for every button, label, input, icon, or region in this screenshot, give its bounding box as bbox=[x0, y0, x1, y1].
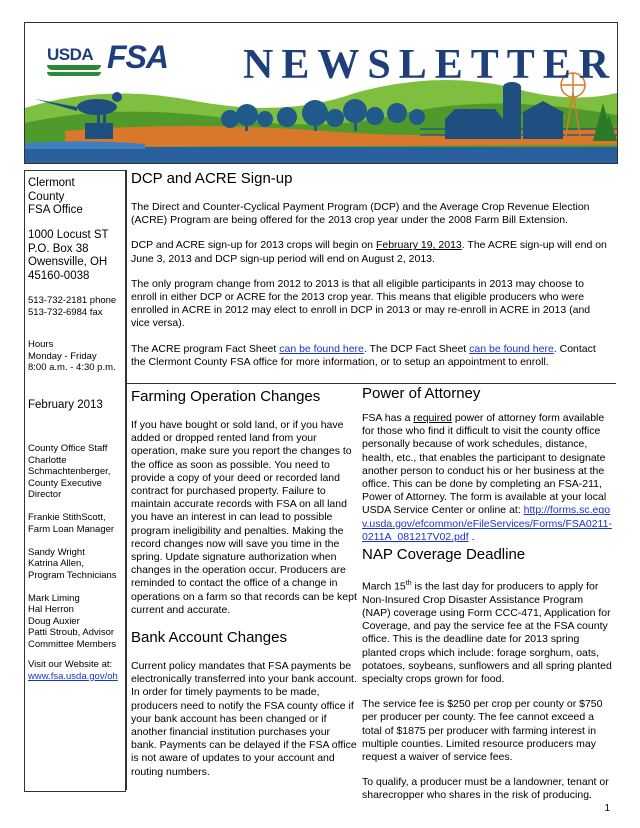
bank-account-paragraph: Current policy mandates that FSA payments be electronically transferred into your bank account. In order for timely payments to be made, producers need to notify the FSA county office if your bank account has been changed or if another financial institution purchases your bank. Payments can be delayed if the FSA office is not aware of updates to your account and routing numbers. bbox=[131, 660, 357, 778]
website-link[interactable]: www.fsa.usda.gov/oh bbox=[28, 670, 118, 682]
office-info-sidebar bbox=[24, 170, 126, 792]
office-address: 1000 Locust ST P.O. Box 38 Owensville, OH 45160-0038 bbox=[28, 229, 109, 282]
dcp-fact-sheet-link[interactable]: can be found here bbox=[469, 342, 554, 355]
dcp-acre-heading: DCP and ACRE Sign-up bbox=[131, 170, 293, 187]
newsletter-banner bbox=[24, 22, 618, 164]
dcp-acre-article bbox=[131, 170, 611, 369]
dcp-acre-paragraph-4: The ACRE program Fact Sheet can be found here. The DCP Fact Sheet can be found here. Contact the Clermont County FSA office for more information, or to setup an appointment to enroll. bbox=[131, 342, 596, 368]
page-number: 1 bbox=[604, 803, 610, 814]
office-contact: 513-732-2181 phone 513-732-6984 fax bbox=[28, 295, 117, 318]
farming-operation-paragraph: If you have bought or sold land, or if you have added or dropped rented land from your operation, make sure you report the changes to the office as soon as possible. You need to provide a copy of your deed or recorded land contract for purchased property. Failure to maintain accurate records with FSA on all land you have an interest in can lead to possible program ineligibility and penalties. Making the record changes now will save you time in the spring. Update signature authorization when changes in the operation occur. Producers are reminded to contact the office of a change in operations on a farm so that records can be kept current and accurate. bbox=[131, 419, 357, 616]
staff-list: County Office Staff Charlotte Schmachtenberger, County Executive Director Frankie StithScott, Farm Loan Manager Sandy Wright Katrina Allen, Program Technicians Mark Liming Hal Herron Doug Auxier Patti Stroub, Advisor Committee Members bbox=[28, 443, 117, 650]
farming-operation-article bbox=[131, 388, 357, 617]
nap-paragraph-1: March 15th is the last day for producers to apply for Non-Insured Crop Disaster Assistance Program (NAP) coverage using Form CCC-471, Application for Coverage, and pay the service fee at the FSA county office. This is the deadline date for 2013 spring planted crops which include: forage sorghum, oats, potatoes, soybeans, sunflowers and all spring planted specialty crops grown for food. bbox=[362, 580, 612, 685]
bank-account-heading: Bank Account Changes bbox=[131, 629, 287, 646]
newsletter-title: NEWSLETTER bbox=[243, 42, 618, 88]
dcp-acre-paragraph-2: DCP and ACRE sign-up for 2013 crops will begin on February 19, 2013. The ACRE sign-up will end on June 3, 2013 and DCP sign-up period will end on August 2, 2013. bbox=[131, 239, 607, 265]
office-name: Clermont County FSA Office bbox=[28, 177, 83, 216]
poa-form-link[interactable]: http://forms.sc.egov.usda.gov/efcommon/eFileServices/Forms/FSA0211-0211A_081217V02.pdf bbox=[362, 504, 612, 543]
nap-coverage-heading: NAP Coverage Deadline bbox=[362, 546, 526, 563]
bank-account-article bbox=[131, 629, 357, 779]
dcp-acre-paragraph-3: The only program change from 2012 to 2013 is that all eligible participants in 2013 may choose to enroll in either DCP or ACRE for the 2013 crop year. This means that eligible producers who were enrolled in ACRE in 2012 may elect to enroll in DCP in 2013 or may re-enroll in ACRE in 2013 (and vice versa). bbox=[131, 277, 591, 330]
acre-fact-sheet-link[interactable]: can be found here bbox=[279, 342, 364, 355]
fsa-logo: FSA bbox=[107, 39, 168, 75]
website-info: Visit our Website at: www.fsa.usda.gov/oh bbox=[28, 659, 118, 682]
power-of-attorney-paragraph: FSA has a required power of attorney form available for those who find it difficult to visit the county office personally because of work schedules, distance, health, etc., that enables the participant to designate another person to conduct his or her business at the office. This can be done by completing an FSA-211, Power of Attorney. The form is available at your local USDA Service Center or online at: http://forms.sc.egov.usda.gov/efcommon/eFileServices/Forms/FSA0211-0211A_081217V02.pdf . bbox=[362, 412, 612, 543]
nap-paragraph-2: The service fee is $250 per crop per county or $750 per producer per county. The fee cannot exceed a total of $1875 per producer with farming interest in multiple counties. Limited resource producers may request a waiver of service fees. bbox=[362, 698, 603, 763]
farming-operation-heading: Farming Operation Changes bbox=[131, 388, 321, 405]
dcp-acre-paragraph-1: The Direct and Counter-Cyclical Payment Program (DCP) and the Average Crop Revenue Election (ACRE) Program are being offered for the 2013 crop year under the 2008 Farm Bill Extension. bbox=[131, 201, 590, 227]
office-hours: Hours Monday - Friday 8:00 a.m. - 4:30 p.m. bbox=[28, 339, 116, 373]
power-of-attorney-article bbox=[362, 385, 612, 544]
section-divider bbox=[126, 383, 616, 384]
column-divider bbox=[126, 170, 127, 790]
newsletter-date: February 2013 bbox=[28, 399, 103, 411]
power-of-attorney-heading: Power of Attorney bbox=[362, 385, 481, 402]
nap-coverage-article bbox=[362, 546, 612, 803]
usda-logo: USDA bbox=[47, 45, 101, 81]
signup-date: February 19, 2013 bbox=[375, 239, 462, 252]
nap-paragraph-3: To qualify, a producer must be a landowner, tenant or sharecropper who shares in the risk of producing. bbox=[362, 776, 609, 802]
